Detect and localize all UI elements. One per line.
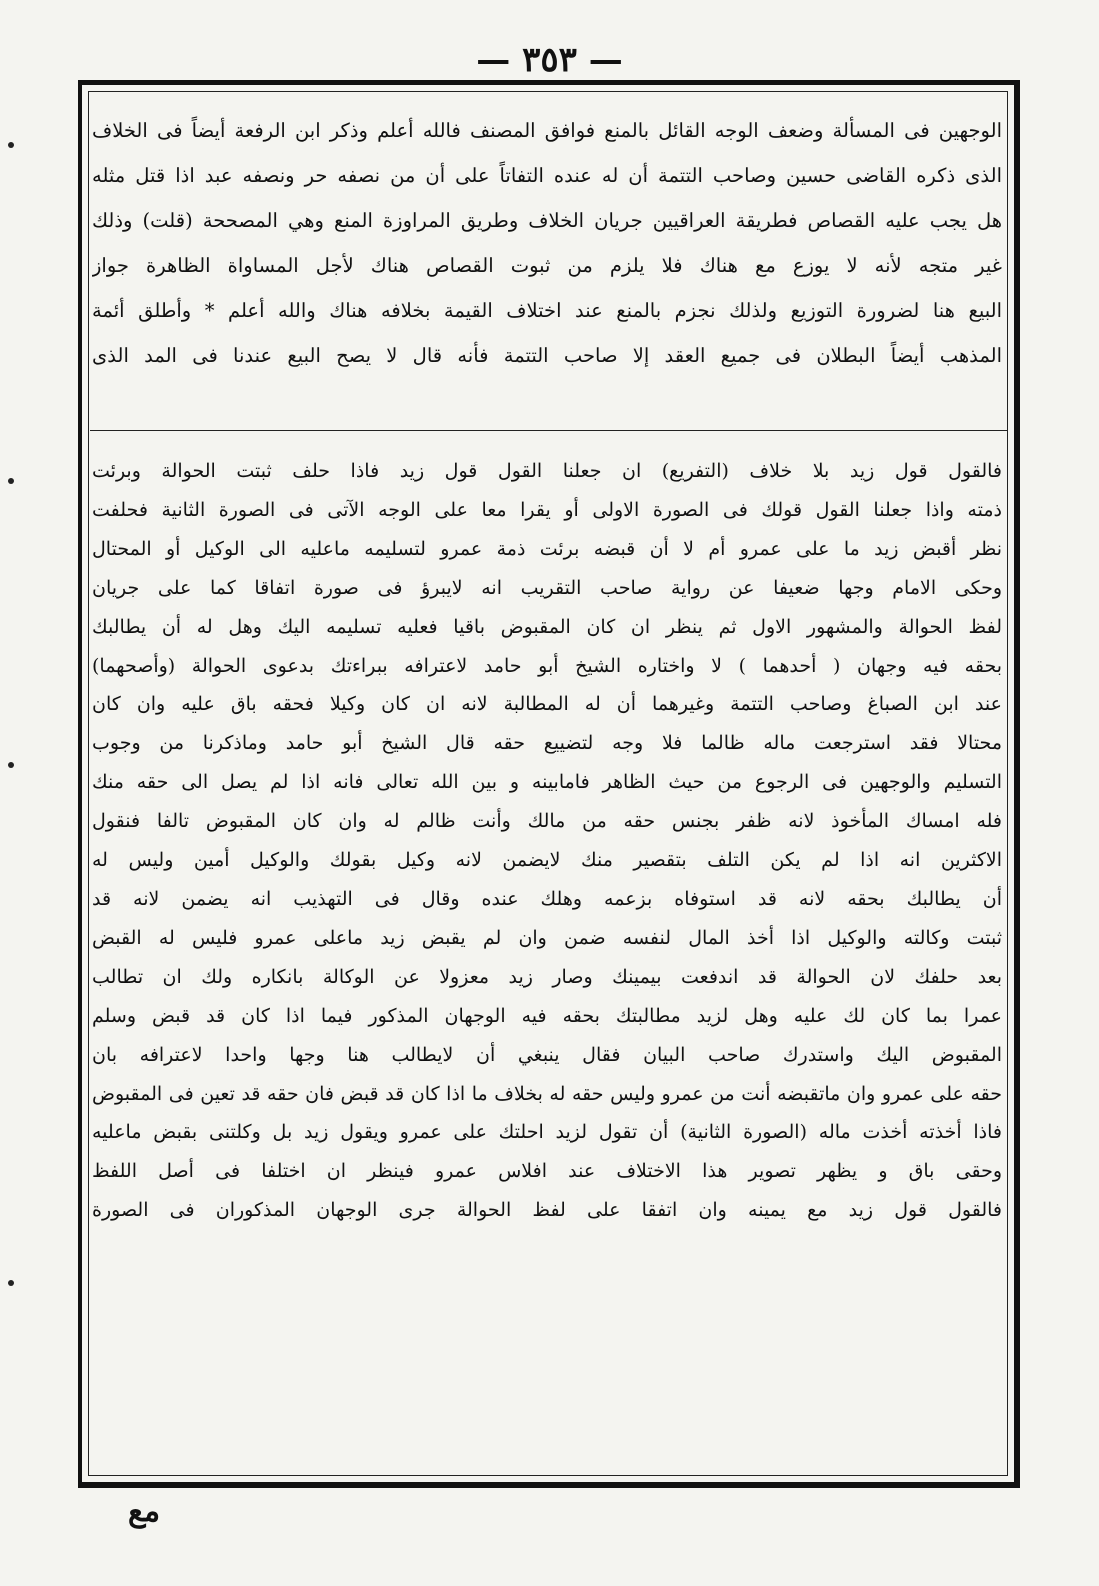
commentary-line: الوجهين فى المسألة وضعف الوجه القائل بالمنع فوافق المصنف فالله أعلم وذكر ابن الرفعة أيضاً فى الخلاف [92, 119, 1002, 142]
commentary-line: الذى ذكره القاضى حسين وصاحب التتمة أن له عنده التفاتاً على أن من نصفه حر ونصفه عبد اذا قتل مثله [92, 164, 1002, 187]
main-line: محتالا فقد استرجعت ماله ظالما فلا وجه لتضييع حقه قال الشيخ أبو حامد وماذكرنا من وجوب [92, 732, 1002, 755]
main-text-block [92, 452, 1002, 1462]
main-line: حقه على عمرو وان ماتقبضه أنت من عمرو وليس حقه له بخلاف ما اذا كان قد قبض فان حقه قد تعين فى المقبوض [92, 1082, 1002, 1105]
section-divider [90, 430, 1008, 431]
main-line: وحقى باق و يظهر تصوير هذا الاختلاف عند افلاس عمرو فينظر ان اختلفا فى أصل اللفظ [92, 1160, 1002, 1183]
main-line: وحكى الامام وجها ضعيفا عن رواية صاحب التقريب انه لايبرؤ فى صورة اتفاقا كما على جريان [92, 576, 1002, 599]
margin-dot [8, 478, 14, 484]
main-line: المقبوض اليك واستدرك صاحب البيان فقال ينبغي أن لايطالب هنا وجها واحدا لاعترافه بان [92, 1043, 1002, 1066]
commentary-line: البيع هنا لضرورة التوزيع ولذلك نجزم بالمنع عند اختلاف القيمة بخلافه هناك والله أعلم * وأطلق أئمة [92, 299, 1002, 322]
main-line: لفظ الحوالة والمشهور الاول ثم ينظر ان كان المقبوض باقيا فعليه تسليمه اليك وهل له أن يطالبك [92, 615, 1002, 638]
commentary-line: غير متجه لأنه لا يوزع مع هناك فلا يلزم من ثبوت القصاص هناك لأجل المساواة الظاهرة جواز [92, 254, 1002, 277]
margin-dot [8, 762, 14, 768]
main-line: التسليم والوجهين فى الرجوع من حيث الظاهر فامابينه و بين الله تعالى فانه اذا لم يصل الى حقه منك [92, 771, 1002, 794]
main-line: ثبتت وكالته والوكيل اذا أخذ المال لنفسه ضمن وان لم يقبض زيد ماعلى عمرو فليس له القبض [92, 926, 1002, 949]
main-line: أن يطالبك بحقه لانه قد استوفاه بزعمه وهلك عنده وقال فى التهذيب انه يضمن لانه قد [92, 887, 1002, 910]
main-line: عمرا بما كان لك عليه وهل لزيد مطالبتك بحقه فيه الوجهان المذكور فيما اذا كان قد قبض وسلم [92, 1004, 1002, 1027]
main-line: فالقول قول زيد بلا خلاف (التفريع) ان جعلنا القول قول زيد فاذا حلف ثبتت الحوالة وبرئت [92, 460, 1002, 482]
commentary-block [92, 108, 1002, 418]
main-line: فله امساك المأخوذ لانه ظفر بجنس حقه من مالك وأنت ظالم له وان كان المقبوض تالفا فنقول [92, 810, 1002, 833]
margin-dot [8, 142, 14, 148]
main-line: عند ابن الصباغ وصاحب التتمة وغيرهما أن له المطالبة لانه ان كان وكيلا فحقه باق عليه وان كان [92, 693, 1002, 716]
main-line: بحقه فيه وجهان ( أحدهما ) لا واختاره الشيخ أبو حامد لاعترافه ببراءتك بدعوى الحوالة (وأصحهما) [92, 654, 1002, 677]
main-line: الاكثرين انه اذا لم يكن التلف بتقصير منك لايضمن لانه وكيل بقولك والوكيل أمين وليس له [92, 849, 1002, 872]
main-line: فاذا أخذته أخذت ماله (الصورة الثانية) أن تقول لزيد احلتك على عمرو ويقول زيد بل وكلتنى بقبض ماعليه [92, 1121, 1002, 1144]
commentary-line: المذهب أيضاً البطلان فى جميع العقد إلا صاحب التتمة فأنه قال لا يصح البيع عندنا فى المد الذى [92, 344, 1002, 367]
main-line: بعد حلفك لان الحوالة قد اندفعت بيمينك وصار زيد معزولا عن الوكالة بانكاره ولك ان تطالب [92, 965, 1002, 988]
catchword: مع [128, 1494, 161, 1529]
page-number: — ٣٥٣ — [476, 40, 623, 80]
commentary-line: هل يجب عليه القصاص فطريقة العراقيين جريان الخلاف وطريق المراوزة المنع وهي المصححة (قلت) وذلك [92, 209, 1002, 232]
main-line: ذمته واذا جعلنا القول قولك فى الصورة الاولى أو يقرا معا على الوجه الآتى فى الصورة الثانية فحلفت [92, 498, 1002, 521]
main-line: فالقول قول زيد مع يمينه وان اتفقا على لفظ الحوالة جرى الوجهان المذكوران فى الصورة [92, 1199, 1002, 1222]
margin-dot [8, 1280, 14, 1286]
main-line: نظر أقبض زيد ما على عمرو أم لا أن قبضه برئت ذمة عمرو لتسليمه ماعليه الى الوكيل أو المحتال [92, 537, 1002, 560]
